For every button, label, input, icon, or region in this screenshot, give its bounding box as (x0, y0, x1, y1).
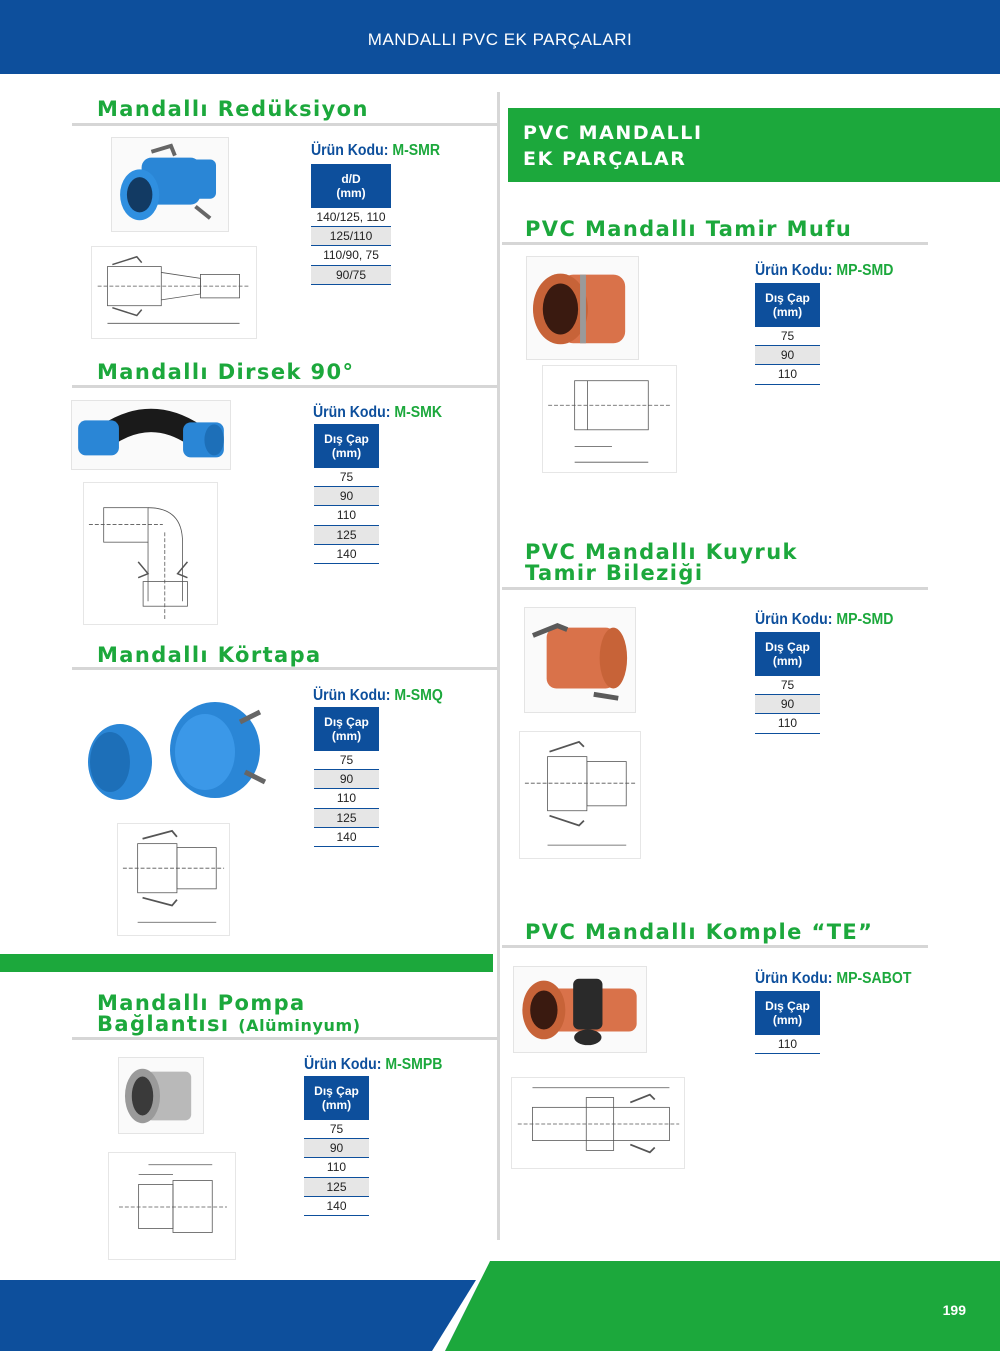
table-row: 75 (314, 468, 379, 487)
product-code-kuyruk: Ürün Kodu: MP-SMD (755, 611, 894, 628)
table-row: 110 (314, 506, 379, 525)
size-table-te (755, 991, 820, 1054)
dirsek-photo (71, 400, 231, 470)
size-table-pompa (304, 1076, 369, 1216)
table-row: 75 (755, 327, 820, 346)
pompa-drawing (108, 1152, 236, 1260)
section-title-kortapa: Mandallı Körtapa (97, 643, 322, 667)
size-table-dirsek (314, 424, 379, 564)
section-rule (72, 1037, 498, 1040)
size-table-kuyruk (755, 632, 820, 734)
section-title-kuyruk: PVC Mandallı Kuyruk (525, 540, 798, 564)
section-rule (502, 945, 928, 948)
product-code-te: Ürün Kodu: MP-SABOT (755, 970, 912, 987)
section-title-te: PVC Mandallı Komple “TE” (525, 920, 874, 944)
table-row: 125 (304, 1178, 369, 1197)
banner-line-1: PVC MANDALLI (523, 122, 703, 144)
aluminium-adapter-icon (119, 1058, 203, 1133)
table-header: d/D (mm) (311, 164, 391, 208)
column-divider (497, 92, 500, 1240)
table-header: Dış Çap (mm) (755, 991, 820, 1035)
footer-green-stripe (0, 1261, 1000, 1351)
kuyruk-photo (524, 607, 636, 713)
table-row: 90 (304, 1139, 369, 1158)
product-code-tamir-mufu: Ürün Kodu: MP-SMD (755, 262, 894, 279)
section-rule (502, 242, 928, 245)
table-row: 90/75 (311, 266, 391, 285)
table-row: 110 (755, 365, 820, 384)
table-row: 110 (304, 1158, 369, 1177)
page-header (0, 0, 1000, 74)
product-code-pompa: Ürün Kodu: M-SMPB (304, 1056, 443, 1073)
tamir-mufu-drawing (542, 365, 677, 473)
kortapa-drawing (117, 823, 230, 936)
table-row: 125/110 (311, 227, 391, 246)
table-header: Dış Çap (mm) (755, 283, 820, 327)
section-title-kuyruk-line2: Tamir Bileziği (525, 561, 704, 585)
table-header: Dış Çap (mm) (314, 707, 379, 751)
product-code-reduksiyon: Ürün Kodu: M-SMR (311, 142, 441, 159)
table-row: 140/125, 110 (311, 208, 391, 227)
table-header: Dış Çap (mm) (755, 632, 820, 676)
size-table-kortapa (314, 707, 379, 847)
orange-tail-collar-icon (525, 608, 635, 712)
dirsek-drawing (83, 482, 218, 625)
table-row: 90 (314, 770, 379, 789)
reduksiyon-drawing (91, 246, 257, 339)
table-row: 75 (755, 676, 820, 695)
page-number: 199 (942, 1302, 966, 1318)
blue-end-cap-icon (65, 682, 285, 822)
table-row: 75 (314, 751, 379, 770)
section-title-reduksiyon: Mandallı Redüksiyon (97, 97, 369, 121)
size-table-tamir-mufu (755, 283, 820, 385)
table-row: 75 (304, 1120, 369, 1139)
section-title-tamir-mufu: PVC Mandallı Tamir Mufu (525, 217, 853, 241)
table-row: 90 (755, 346, 820, 365)
table-row: 110 (755, 1035, 820, 1054)
table-row: 90 (314, 487, 379, 506)
table-row: 90 (755, 695, 820, 714)
orange-tee-icon (514, 967, 646, 1052)
orange-coupling-icon (527, 257, 638, 359)
section-title-pompa-line2: Bağlantısı (Alüminyum) (97, 1012, 361, 1036)
table-row: 140 (304, 1197, 369, 1216)
table-row: 110 (755, 714, 820, 733)
blue-elbow-icon (72, 401, 230, 469)
table-row: 140 (314, 545, 379, 564)
table-row: 140 (314, 828, 379, 847)
section-rule (502, 587, 928, 590)
section-rule (72, 385, 498, 388)
tamir-mufu-photo (526, 256, 639, 360)
table-row: 125 (314, 526, 379, 545)
table-header: Dış Çap (mm) (304, 1076, 369, 1120)
header-title: MANDALLI PVC EK PARÇALARI (367, 30, 633, 49)
banner-line-2: EK PARÇALAR (523, 148, 687, 170)
pompa-photo (118, 1057, 204, 1134)
section-rule (72, 123, 498, 126)
kortapa-photo (65, 682, 285, 822)
table-header: Dış Çap (mm) (314, 424, 379, 468)
size-table-reduksiyon (311, 164, 391, 285)
te-photo (513, 966, 647, 1053)
table-row: 125 (314, 809, 379, 828)
green-separator-band (0, 954, 493, 972)
section-title-pompa: Mandallı Pompa (97, 991, 306, 1015)
table-row: 110 (314, 789, 379, 808)
category-banner (508, 108, 1000, 182)
blue-reducer-icon (112, 138, 228, 231)
te-drawing (511, 1077, 685, 1169)
table-row: 110/90, 75 (311, 246, 391, 265)
reduksiyon-photo (111, 137, 229, 232)
product-code-dirsek: Ürün Kodu: M-SMK (313, 404, 443, 421)
section-rule (72, 667, 498, 670)
product-code-kortapa: Ürün Kodu: M-SMQ (313, 687, 443, 704)
section-title-dirsek: Mandallı Dirsek 90° (97, 360, 355, 384)
kuyruk-drawing (519, 731, 641, 859)
